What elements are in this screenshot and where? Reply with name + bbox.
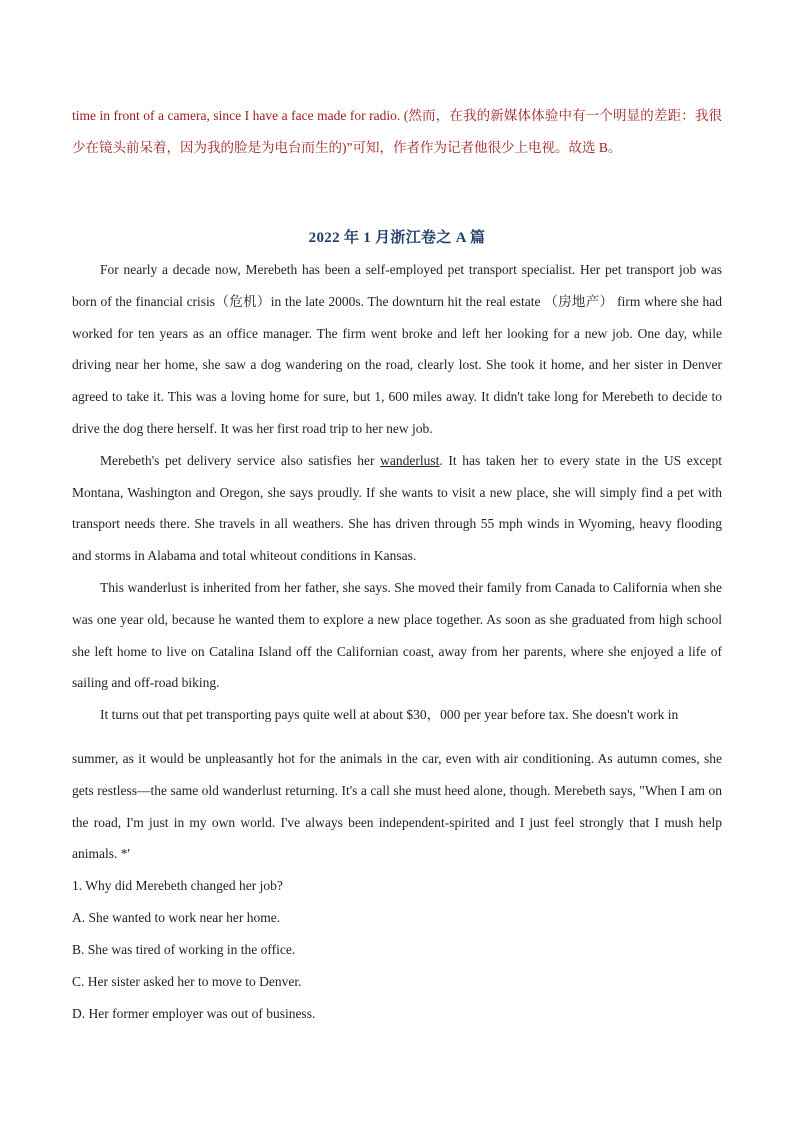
passage-paragraph-4 bbox=[72, 699, 722, 870]
passage-paragraph-2-end: . It has taken her to every state in the US except Montana, Washington and Oregon, she says proudly. If she wants to visit a new place, she will simply find a pet with transport needs there. She travels in all weathers. She has driven through 55 mph winds in Wyoming, heavy flooding and storms in Alabama and total whiteout conditions in Kansas. bbox=[72, 452, 722, 564]
option-b: B. She was tired of working in the office. bbox=[72, 942, 296, 957]
passage-paragraph-3: This wanderlust is inherited from her father, she says. She moved their family from Canada to California when she was one year old, because he wanted them to explore a new place together. As soon as she graduated from high school she left home to live on Catalina Island off the Californian coast, away from her parents, where she enjoyed a life of sailing and off-road biking. bbox=[72, 579, 722, 691]
passage-paragraph-1: For nearly a decade now, Merebeth has been a self-employed pet transport specialist. Her pet transport job was born of the financial crisis（危机）in the late 2000s. The downturn hit the real estate （房地产） firm where she had worked for ten years as an office manager. The firm went broke and left her looking for a new job. One day, while driving near her home, she saw a dog wandering on the road, clearly lost. She took it home, and her sister in Denver agreed to take it. This was a loving home for sure, but 1, 600 miles away. It didn't take long for Merebeth to decide to drive the dog there herself. It was her first road trip to her new job. bbox=[72, 262, 722, 436]
answer-explanation-text: time in front of a camera, since I have a face made for radio. (然而，在我的新媒体体验中有一个明显的差距：我很少在镜头前呆着，因为我的脸是为电台而生的)”可知，作者作为记者他很少上电视。故选 B。 bbox=[72, 108, 722, 155]
passage-paragraph-2 bbox=[72, 445, 722, 572]
passage-paragraph-4-line-1: It turns out that pet transporting pays quite well at about $30，000 per year before tax. She doesn't work in bbox=[100, 707, 679, 723]
line-gap bbox=[72, 731, 722, 743]
section-title: 2022 年 1 月浙江卷之 A 篇 bbox=[308, 230, 486, 246]
reading-passage bbox=[72, 254, 722, 870]
answer-explanation bbox=[72, 100, 722, 164]
question-stem: 1. Why did Merebeth changed her job? bbox=[72, 878, 283, 893]
option-a: A. She wanted to work near her home. bbox=[72, 910, 281, 925]
question-1 bbox=[72, 870, 722, 1030]
option-c: C. Her sister asked her to move to Denver. bbox=[72, 974, 302, 989]
passage-paragraph-4-rest: summer, as it would be unpleasantly hot for the animals in the car, even with air conditioning. As autumn comes, she gets restless—the same old wanderlust returning. It's a call she must heed alone, though. Merebeth says, "When I am on the road, I'm just in my own world. I've always been independent-spirited and I just feel strongly that I mush help animals. *' bbox=[72, 750, 722, 862]
underlined-word: wanderlust bbox=[380, 452, 440, 468]
option-d: D. Her former employer was out of business. bbox=[72, 1006, 316, 1021]
passage-paragraph-2-start: Merebeth's pet delivery service also satisfies her bbox=[100, 452, 381, 468]
